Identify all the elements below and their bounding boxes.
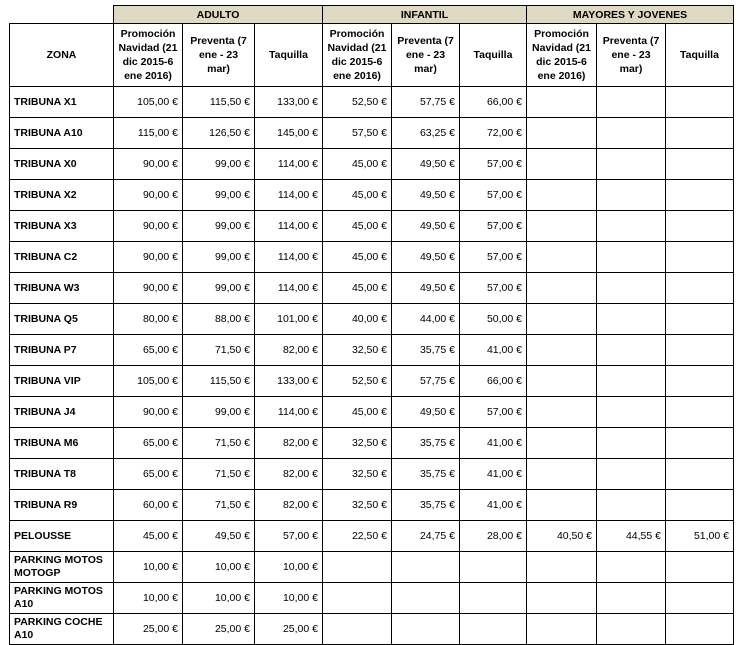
- price-cell: 41,00 €: [460, 459, 527, 490]
- table-row: [10, 335, 734, 366]
- price-cell: [666, 366, 734, 397]
- price-table: [9, 5, 734, 645]
- price-cell: [527, 87, 597, 118]
- price-cell: [323, 583, 392, 614]
- price-cell: 51,00 €: [666, 521, 734, 552]
- price-cell: [527, 428, 597, 459]
- price-cell: 28,00 €: [460, 521, 527, 552]
- price-cell: [597, 87, 666, 118]
- column-header: Taquilla: [460, 24, 527, 87]
- price-cell: 66,00 €: [460, 87, 527, 118]
- price-cell: 45,00 €: [323, 273, 392, 304]
- price-cell: 10,00 €: [255, 552, 323, 583]
- column-header: Preventa (7 ene - 23 mar): [597, 24, 666, 87]
- price-cell: [460, 552, 527, 583]
- zone-cell: TRIBUNA P7: [10, 335, 114, 366]
- price-cell: 35,75 €: [392, 428, 460, 459]
- group-header-row: [10, 6, 734, 24]
- price-cell: [597, 273, 666, 304]
- zone-cell: TRIBUNA Q5: [10, 304, 114, 335]
- table-row: [10, 180, 734, 211]
- column-header: Promoción Navidad (21 dic 2015-6 ene 2016): [527, 24, 597, 87]
- zone-cell: TRIBUNA VIP: [10, 366, 114, 397]
- table-row: [10, 490, 734, 521]
- price-cell: 65,00 €: [114, 459, 183, 490]
- price-cell: 105,00 €: [114, 366, 183, 397]
- price-cell: [666, 304, 734, 335]
- price-cell: 49,50 €: [183, 521, 255, 552]
- price-cell: 32,50 €: [323, 335, 392, 366]
- table-row: [10, 521, 734, 552]
- price-cell: 49,50 €: [392, 242, 460, 273]
- price-cell: 45,00 €: [114, 521, 183, 552]
- column-header: Promoción Navidad (21 dic 2015-6 ene 2016): [323, 24, 392, 87]
- column-header: Preventa (7 ene - 23 mar): [392, 24, 460, 87]
- zone-cell: PELOUSSE: [10, 521, 114, 552]
- column-header: Preventa (7 ene - 23 mar): [183, 24, 255, 87]
- price-cell: 25,00 €: [183, 614, 255, 645]
- price-cell: 57,00 €: [255, 521, 323, 552]
- price-cell: 45,00 €: [323, 397, 392, 428]
- price-cell: 45,00 €: [323, 242, 392, 273]
- table-row: [10, 583, 734, 614]
- price-cell: 45,00 €: [323, 211, 392, 242]
- price-cell: 133,00 €: [255, 87, 323, 118]
- price-cell: 57,00 €: [460, 273, 527, 304]
- column-header: Taquilla: [666, 24, 734, 87]
- price-cell: 41,00 €: [460, 335, 527, 366]
- price-cell: [666, 614, 734, 645]
- price-cell: [597, 552, 666, 583]
- price-cell: [527, 118, 597, 149]
- table-row: [10, 614, 734, 645]
- price-cell: 90,00 €: [114, 397, 183, 428]
- price-cell: [527, 335, 597, 366]
- price-cell: 44,00 €: [392, 304, 460, 335]
- price-cell: [527, 583, 597, 614]
- price-cell: 90,00 €: [114, 180, 183, 211]
- price-cell: [527, 242, 597, 273]
- price-cell: 90,00 €: [114, 242, 183, 273]
- price-cell: [527, 211, 597, 242]
- price-cell: 115,50 €: [183, 366, 255, 397]
- price-cell: [392, 614, 460, 645]
- table-row: [10, 304, 734, 335]
- price-cell: [666, 428, 734, 459]
- price-cell: 90,00 €: [114, 149, 183, 180]
- price-cell: 101,00 €: [255, 304, 323, 335]
- price-cell: [597, 304, 666, 335]
- price-cell: 60,00 €: [114, 490, 183, 521]
- price-cell: 114,00 €: [255, 273, 323, 304]
- price-cell: [597, 118, 666, 149]
- table-body: [10, 87, 734, 645]
- price-cell: 57,75 €: [392, 366, 460, 397]
- price-cell: 10,00 €: [183, 583, 255, 614]
- price-cell: 49,50 €: [392, 211, 460, 242]
- price-cell: [597, 366, 666, 397]
- price-cell: [666, 149, 734, 180]
- price-cell: [527, 180, 597, 211]
- price-cell: 71,50 €: [183, 335, 255, 366]
- price-cell: 57,00 €: [460, 180, 527, 211]
- table-row: [10, 552, 734, 583]
- price-cell: [666, 118, 734, 149]
- price-cell: [527, 366, 597, 397]
- table-row: [10, 211, 734, 242]
- price-cell: [527, 614, 597, 645]
- price-cell: [666, 211, 734, 242]
- price-cell: [597, 149, 666, 180]
- price-cell: [597, 583, 666, 614]
- price-cell: 45,00 €: [323, 149, 392, 180]
- price-cell: [597, 397, 666, 428]
- price-cell: 90,00 €: [114, 273, 183, 304]
- price-cell: 41,00 €: [460, 428, 527, 459]
- price-cell: 57,00 €: [460, 211, 527, 242]
- price-cell: [597, 490, 666, 521]
- price-cell: [597, 614, 666, 645]
- price-cell: 82,00 €: [255, 428, 323, 459]
- price-cell: 32,50 €: [323, 428, 392, 459]
- price-cell: 65,00 €: [114, 335, 183, 366]
- table-row: [10, 428, 734, 459]
- column-header: Promoción Navidad (21 dic 2015-6 ene 2016): [114, 24, 183, 87]
- price-cell: [597, 428, 666, 459]
- price-cell: 145,00 €: [255, 118, 323, 149]
- table-row: [10, 242, 734, 273]
- price-cell: 80,00 €: [114, 304, 183, 335]
- price-cell: 63,25 €: [392, 118, 460, 149]
- price-cell: 114,00 €: [255, 397, 323, 428]
- price-cell: [460, 614, 527, 645]
- price-cell: [527, 273, 597, 304]
- price-cell: 99,00 €: [183, 180, 255, 211]
- price-cell: 35,75 €: [392, 335, 460, 366]
- price-cell: 72,00 €: [460, 118, 527, 149]
- price-cell: 49,50 €: [392, 149, 460, 180]
- table-row: [10, 149, 734, 180]
- price-cell: 114,00 €: [255, 211, 323, 242]
- price-cell: 99,00 €: [183, 273, 255, 304]
- price-cell: 22,50 €: [323, 521, 392, 552]
- price-cell: [460, 583, 527, 614]
- price-cell: 49,50 €: [392, 273, 460, 304]
- price-cell: 10,00 €: [114, 583, 183, 614]
- price-cell: [666, 180, 734, 211]
- table-row: [10, 366, 734, 397]
- price-cell: 10,00 €: [114, 552, 183, 583]
- price-cell: 88,00 €: [183, 304, 255, 335]
- price-cell: 99,00 €: [183, 149, 255, 180]
- price-cell: 50,00 €: [460, 304, 527, 335]
- price-cell: 10,00 €: [183, 552, 255, 583]
- price-cell: 41,00 €: [460, 490, 527, 521]
- zone-cell: TRIBUNA J4: [10, 397, 114, 428]
- price-cell: [527, 149, 597, 180]
- price-cell: 114,00 €: [255, 149, 323, 180]
- price-cell: 115,00 €: [114, 118, 183, 149]
- price-cell: 44,55 €: [597, 521, 666, 552]
- price-cell: 40,00 €: [323, 304, 392, 335]
- price-cell: [666, 273, 734, 304]
- price-cell: 32,50 €: [323, 459, 392, 490]
- price-cell: [527, 552, 597, 583]
- price-cell: [666, 490, 734, 521]
- zone-cell: TRIBUNA R9: [10, 490, 114, 521]
- zone-cell: TRIBUNA T8: [10, 459, 114, 490]
- price-cell: 52,50 €: [323, 87, 392, 118]
- price-cell: [597, 459, 666, 490]
- price-cell: 82,00 €: [255, 335, 323, 366]
- zone-cell: TRIBUNA X3: [10, 211, 114, 242]
- price-cell: [527, 459, 597, 490]
- price-cell: 126,50 €: [183, 118, 255, 149]
- table-row: [10, 397, 734, 428]
- price-cell: 99,00 €: [183, 242, 255, 273]
- price-cell: [323, 614, 392, 645]
- price-cell: 71,50 €: [183, 459, 255, 490]
- table-row: [10, 118, 734, 149]
- zone-cell: PARKING COCHE A10: [10, 614, 114, 645]
- price-cell: 32,50 €: [323, 490, 392, 521]
- price-cell: 25,00 €: [255, 614, 323, 645]
- price-cell: [597, 180, 666, 211]
- price-cell: 35,75 €: [392, 459, 460, 490]
- price-cell: [666, 242, 734, 273]
- corner-blank: [10, 6, 114, 24]
- price-cell: 114,00 €: [255, 180, 323, 211]
- price-cell: 66,00 €: [460, 366, 527, 397]
- price-cell: 90,00 €: [114, 211, 183, 242]
- price-cell: [527, 397, 597, 428]
- price-cell: 49,50 €: [392, 397, 460, 428]
- price-cell: 115,50 €: [183, 87, 255, 118]
- price-cell: 114,00 €: [255, 242, 323, 273]
- price-cell: 105,00 €: [114, 87, 183, 118]
- price-cell: 99,00 €: [183, 397, 255, 428]
- price-cell: 57,00 €: [460, 397, 527, 428]
- group-header-infantil: INFANTIL: [323, 6, 527, 24]
- group-header-mayores-jovenes: MAYORES Y JOVENES: [527, 6, 734, 24]
- price-cell: 45,00 €: [323, 180, 392, 211]
- price-cell: [597, 211, 666, 242]
- price-cell: 25,00 €: [114, 614, 183, 645]
- price-cell: 82,00 €: [255, 490, 323, 521]
- zone-cell: TRIBUNA C2: [10, 242, 114, 273]
- price-cell: 71,50 €: [183, 490, 255, 521]
- price-cell: 10,00 €: [255, 583, 323, 614]
- price-cell: [666, 552, 734, 583]
- table-row: [10, 273, 734, 304]
- table-row: [10, 459, 734, 490]
- price-cell: 35,75 €: [392, 490, 460, 521]
- price-cell: [666, 335, 734, 366]
- price-cell: 49,50 €: [392, 180, 460, 211]
- table-row: [10, 87, 734, 118]
- price-cell: 57,50 €: [323, 118, 392, 149]
- price-cell: 57,00 €: [460, 242, 527, 273]
- zone-cell: TRIBUNA X1: [10, 87, 114, 118]
- zone-cell: TRIBUNA W3: [10, 273, 114, 304]
- price-cell: 82,00 €: [255, 459, 323, 490]
- price-cell: 99,00 €: [183, 211, 255, 242]
- column-header: Taquilla: [255, 24, 323, 87]
- price-cell: 57,00 €: [460, 149, 527, 180]
- price-cell: 24,75 €: [392, 521, 460, 552]
- group-header-adulto: ADULTO: [114, 6, 323, 24]
- price-cell: [323, 552, 392, 583]
- zone-cell: TRIBUNA M6: [10, 428, 114, 459]
- price-cell: [392, 583, 460, 614]
- price-cell: [666, 87, 734, 118]
- price-cell: [666, 583, 734, 614]
- price-cell: [597, 242, 666, 273]
- price-cell: 71,50 €: [183, 428, 255, 459]
- price-cell: 133,00 €: [255, 366, 323, 397]
- price-cell: 52,50 €: [323, 366, 392, 397]
- zone-cell: PARKING MOTOS A10: [10, 583, 114, 614]
- zone-cell: TRIBUNA A10: [10, 118, 114, 149]
- price-cell: [527, 304, 597, 335]
- zona-header: ZONA: [10, 24, 114, 87]
- price-cell: [666, 397, 734, 428]
- price-cell: 40,50 €: [527, 521, 597, 552]
- price-cell: [527, 490, 597, 521]
- column-header-row: [10, 24, 734, 87]
- zone-cell: TRIBUNA X0: [10, 149, 114, 180]
- price-cell: 65,00 €: [114, 428, 183, 459]
- zone-cell: PARKING MOTOS MOTOGP: [10, 552, 114, 583]
- price-cell: [392, 552, 460, 583]
- price-cell: [666, 459, 734, 490]
- price-cell: 57,75 €: [392, 87, 460, 118]
- zone-cell: TRIBUNA X2: [10, 180, 114, 211]
- price-cell: [597, 335, 666, 366]
